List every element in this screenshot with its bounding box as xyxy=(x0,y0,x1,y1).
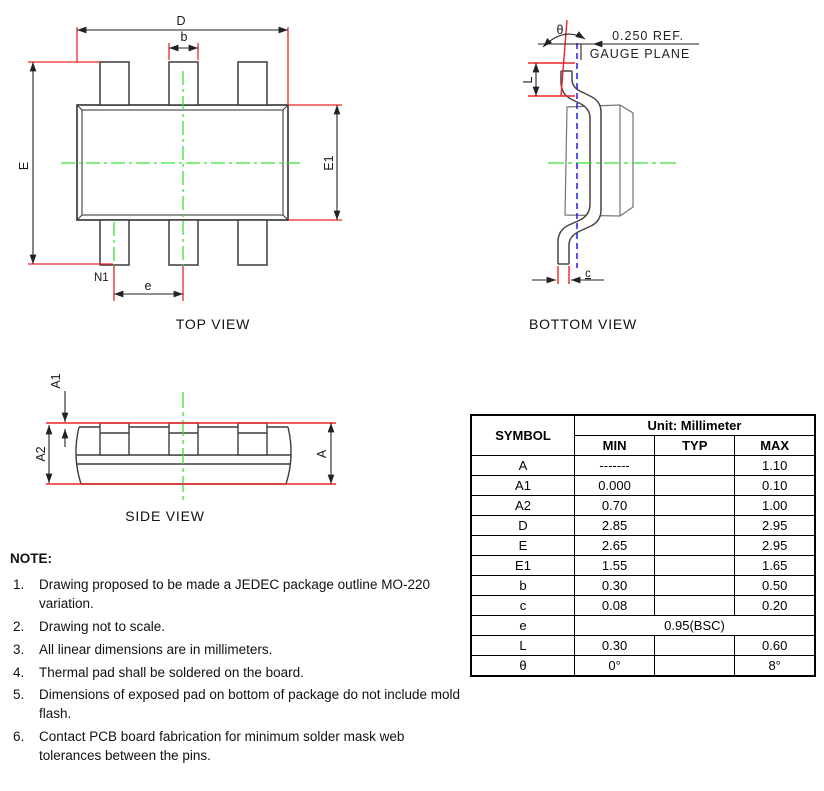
table-row xyxy=(471,576,815,596)
table-cell: 0.60 xyxy=(735,636,815,656)
table-row xyxy=(471,656,815,677)
table-cell: e xyxy=(471,616,575,636)
note-item: Contact PCB board fabrication for minimum solder mask web tolerances between the pins. xyxy=(39,729,405,764)
table-cell: 0.10 xyxy=(735,476,815,496)
table-cell: ------- xyxy=(575,456,655,476)
symbol-header: SYMBOL xyxy=(471,415,575,456)
table-cell: 1.55 xyxy=(575,556,655,576)
table-row-e-span xyxy=(471,616,815,636)
table-cell: 2.65 xyxy=(575,536,655,556)
table-cell: θ xyxy=(471,656,575,677)
bottom-view-drawing xyxy=(500,0,724,345)
table-cell: L xyxy=(471,636,575,656)
table-cell: c xyxy=(471,596,575,616)
note-item: All linear dimensions are in millimeters. xyxy=(39,641,273,657)
dimension-lines xyxy=(532,34,699,280)
dim-label-A1: A1 xyxy=(49,373,63,389)
table-cell xyxy=(655,596,735,616)
dim-label-A2: A2 xyxy=(34,446,48,462)
dim-label-L: L xyxy=(521,76,535,84)
dim-label-c: c xyxy=(585,268,591,280)
table-cell: D xyxy=(471,516,575,536)
note-item: Drawing proposed to be made a JEDEC package outline MO-220 variation. xyxy=(39,577,430,611)
table-cell xyxy=(655,576,735,596)
theta-label: θ xyxy=(556,23,564,37)
table-cell: E1 xyxy=(471,556,575,576)
dimension-table xyxy=(470,414,816,677)
table-row xyxy=(471,456,815,476)
table-cell: b xyxy=(471,576,575,596)
table-cell: 1.65 xyxy=(735,556,815,576)
top-view-drawing xyxy=(0,0,370,345)
table-row xyxy=(471,536,815,556)
table-cell: 0.70 xyxy=(575,496,655,516)
table-cell: 0.08 xyxy=(575,596,655,616)
notes-section xyxy=(10,551,462,770)
min-header: MIN xyxy=(575,436,655,456)
typ-header: TYP xyxy=(655,436,735,456)
table-row xyxy=(471,516,815,536)
dim-label-e: e xyxy=(144,279,152,293)
table-cell: 0.000 xyxy=(575,476,655,496)
max-header: MAX xyxy=(735,436,815,456)
table-row xyxy=(471,636,815,656)
table-row xyxy=(471,556,815,576)
table-cell xyxy=(655,656,735,677)
table-row xyxy=(471,476,815,496)
ref-label: 0.250 REF. xyxy=(612,29,684,43)
table-cell: 0.30 xyxy=(575,576,655,596)
table-cell xyxy=(655,556,735,576)
table-row xyxy=(471,496,815,516)
table-header-row xyxy=(471,415,815,436)
dim-label-D: D xyxy=(176,14,186,28)
note-item: Drawing not to scale. xyxy=(39,618,166,634)
table-cell: 0° xyxy=(575,656,655,677)
table-cell xyxy=(655,636,735,656)
table-cell xyxy=(655,536,735,556)
table-cell xyxy=(655,496,735,516)
dim-label-A: A xyxy=(315,449,329,459)
lead-fill xyxy=(558,71,601,264)
side-view-title: SIDE VIEW xyxy=(125,508,205,524)
bottom-view-title: BOTTOM VIEW xyxy=(528,316,638,332)
table-cell: 8° xyxy=(735,656,815,677)
dim-label-b: b xyxy=(180,30,188,44)
table-cell: 2.95 xyxy=(735,536,815,556)
pin1-label: N1 xyxy=(94,272,109,284)
table-cell xyxy=(655,516,735,536)
table-cell: 1.00 xyxy=(735,496,815,516)
table-cell: 2.95 xyxy=(735,516,815,536)
table-cell xyxy=(655,476,735,496)
table-cell: A1 xyxy=(471,476,575,496)
notes-title: NOTE: xyxy=(10,551,52,566)
table-cell: E xyxy=(471,536,575,556)
table-cell: 2.85 xyxy=(575,516,655,536)
note-item: Thermal pad shall be soldered on the board. xyxy=(39,664,304,680)
side-view-drawing xyxy=(0,350,370,535)
gauge-plane-label: GAUGE PLANE xyxy=(589,47,691,61)
table-cell: 0.30 xyxy=(575,636,655,656)
dim-label-E1: E1 xyxy=(322,155,336,171)
table-cell: 0.20 xyxy=(735,596,815,616)
table-cell: A2 xyxy=(471,496,575,516)
unit-header: Unit: Millimeter xyxy=(575,415,816,436)
table-cell-span: 0.95(BSC) xyxy=(575,616,816,636)
top-view-title: TOP VIEW xyxy=(175,316,251,332)
table-cell: 1.10 xyxy=(735,456,815,476)
table-cell: 0.50 xyxy=(735,576,815,596)
note-item: Dimensions of exposed pad on bottom of package do not include mold flash. xyxy=(39,687,461,722)
notes-list xyxy=(10,576,462,766)
dim-label-E: E xyxy=(17,161,31,171)
table-cell xyxy=(655,456,735,476)
table-row xyxy=(471,596,815,616)
table-cell: A xyxy=(471,456,575,476)
